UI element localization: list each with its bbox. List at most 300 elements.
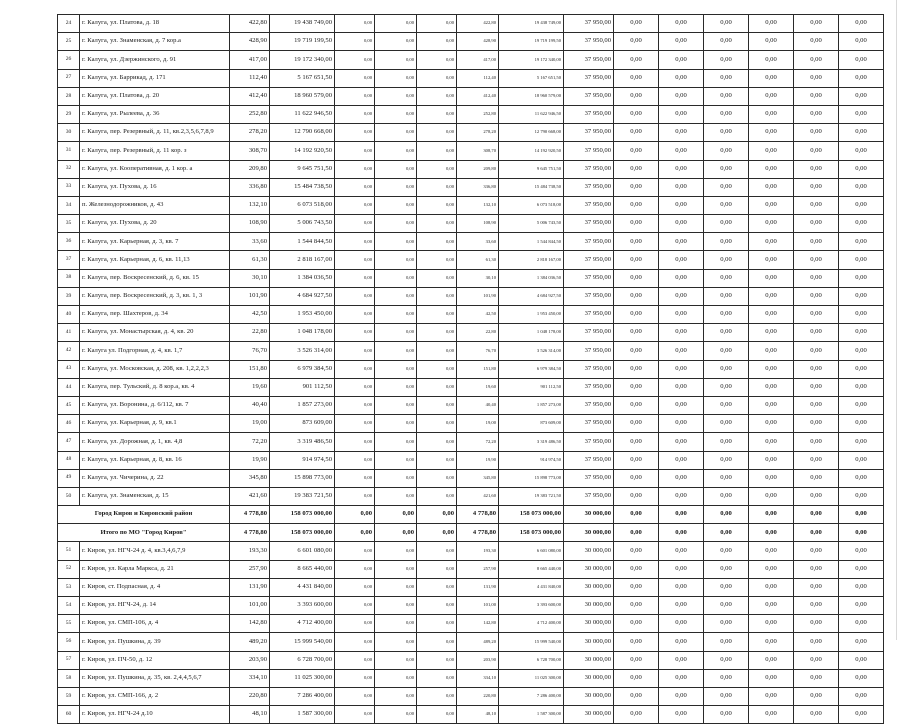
fund-cell: 0,00: [375, 178, 417, 196]
fund-cell: 0,00: [375, 578, 417, 596]
table-row: [58, 160, 884, 178]
value-cell: 0,00: [614, 651, 659, 669]
row-number: 45: [58, 396, 80, 414]
total-value-cell: 0,00: [839, 524, 884, 542]
value-cell: 0,00: [749, 196, 794, 214]
table-row: [58, 469, 884, 487]
area2-cell: 334,10: [457, 669, 499, 687]
area-cell: 345,80: [230, 469, 270, 487]
value-cell: 0,00: [659, 178, 704, 196]
value-cell: 0,00: [614, 342, 659, 360]
value-cell: 0,00: [839, 251, 884, 269]
unit-price-cell: 37 950,00: [564, 142, 614, 160]
value-cell: 0,00: [794, 542, 839, 560]
cost-cell: 19 719 199,50: [270, 33, 335, 51]
fund-cell: 0,00: [417, 15, 457, 33]
table-row: [58, 433, 884, 451]
cost-cell: 6 728 700,00: [270, 651, 335, 669]
address-cell: г. Киров, ул. НГЧ-24 д.10: [80, 706, 230, 724]
fund-cell: 0,00: [335, 124, 375, 142]
value-cell: 0,00: [749, 342, 794, 360]
table-row: [58, 33, 884, 51]
value-cell: 0,00: [839, 160, 884, 178]
cost2-cell: 6 728 700,00: [499, 651, 564, 669]
value-cell: 0,00: [659, 196, 704, 214]
fund-cell: 0,00: [375, 69, 417, 87]
total-unit-price-cell: 30 000,00: [564, 524, 614, 542]
total-cost2-cell: 158 073 000,00: [499, 506, 564, 524]
value-cell: 0,00: [704, 160, 749, 178]
fund-cell: 0,00: [417, 615, 457, 633]
value-cell: 0,00: [659, 233, 704, 251]
address-cell: г. Калуга, ул. Знаменская, д. 15: [80, 487, 230, 505]
table-row: [58, 669, 884, 687]
table-row: [58, 69, 884, 87]
unit-price-cell: 30 000,00: [564, 615, 614, 633]
value-cell: 0,00: [749, 324, 794, 342]
fund-cell: 0,00: [335, 451, 375, 469]
table-row: [58, 415, 884, 433]
fund-cell: 0,00: [375, 142, 417, 160]
table-row: [58, 542, 884, 560]
value-cell: 0,00: [839, 69, 884, 87]
value-cell: 0,00: [794, 669, 839, 687]
row-number: 40: [58, 306, 80, 324]
cost2-cell: 4 712 400,00: [499, 615, 564, 633]
fund-cell: 0,00: [335, 560, 375, 578]
unit-price-cell: 37 950,00: [564, 415, 614, 433]
value-cell: 0,00: [839, 597, 884, 615]
area2-cell: 101,90: [457, 287, 499, 305]
value-cell: 0,00: [749, 542, 794, 560]
total-fund-cell: 0,00: [375, 506, 417, 524]
value-cell: 0,00: [659, 342, 704, 360]
fund-cell: 0,00: [375, 124, 417, 142]
value-cell: 0,00: [749, 687, 794, 705]
total-row: [58, 506, 884, 524]
value-cell: 0,00: [704, 269, 749, 287]
area-cell: 61,30: [230, 251, 270, 269]
fund-cell: 0,00: [417, 651, 457, 669]
cost-cell: 11 622 946,50: [270, 105, 335, 123]
value-cell: 0,00: [704, 469, 749, 487]
area2-cell: 76,70: [457, 342, 499, 360]
value-cell: 0,00: [839, 487, 884, 505]
value-cell: 0,00: [794, 651, 839, 669]
table-row: [58, 360, 884, 378]
value-cell: 0,00: [839, 578, 884, 596]
area2-cell: 61,30: [457, 251, 499, 269]
row-number: 58: [58, 669, 80, 687]
value-cell: 0,00: [839, 324, 884, 342]
row-number: 26: [58, 51, 80, 69]
value-cell: 0,00: [614, 433, 659, 451]
fund-cell: 0,00: [417, 306, 457, 324]
value-cell: 0,00: [794, 196, 839, 214]
value-cell: 0,00: [614, 633, 659, 651]
area-cell: 421,60: [230, 487, 270, 505]
cost-cell: 19 383 721,50: [270, 487, 335, 505]
unit-price-cell: 37 950,00: [564, 215, 614, 233]
cost2-cell: 5 006 743,50: [499, 215, 564, 233]
value-cell: 0,00: [794, 124, 839, 142]
value-cell: 0,00: [794, 469, 839, 487]
area-cell: 40,40: [230, 396, 270, 414]
value-cell: 0,00: [839, 15, 884, 33]
value-cell: 0,00: [839, 87, 884, 105]
cost-cell: 901 112,50: [270, 378, 335, 396]
fund-cell: 0,00: [417, 469, 457, 487]
value-cell: 0,00: [794, 15, 839, 33]
area2-cell: 220,80: [457, 687, 499, 705]
value-cell: 0,00: [749, 160, 794, 178]
cost2-cell: 3 393 600,00: [499, 597, 564, 615]
table-row: [58, 396, 884, 414]
value-cell: 0,00: [659, 578, 704, 596]
cost-cell: 15 999 540,00: [270, 633, 335, 651]
area-cell: 203,90: [230, 651, 270, 669]
cost-cell: 2 818 167,00: [270, 251, 335, 269]
value-cell: 0,00: [839, 178, 884, 196]
value-cell: 0,00: [614, 396, 659, 414]
value-cell: 0,00: [704, 105, 749, 123]
value-cell: 0,00: [749, 578, 794, 596]
total-value-cell: 0,00: [659, 524, 704, 542]
fund-cell: 0,00: [335, 597, 375, 615]
value-cell: 0,00: [659, 651, 704, 669]
area-cell: 308,70: [230, 142, 270, 160]
fund-cell: 0,00: [335, 51, 375, 69]
row-number: 31: [58, 142, 80, 160]
value-cell: 0,00: [614, 251, 659, 269]
table-row: [58, 87, 884, 105]
value-cell: 0,00: [839, 560, 884, 578]
value-cell: 0,00: [749, 633, 794, 651]
unit-price-cell: 37 950,00: [564, 269, 614, 287]
value-cell: 0,00: [704, 233, 749, 251]
value-cell: 0,00: [749, 178, 794, 196]
address-cell: г. Киров, ст. Подпасная, д. 4: [80, 578, 230, 596]
table-row: [58, 687, 884, 705]
fund-cell: 0,00: [417, 342, 457, 360]
cost2-cell: 18 960 579,00: [499, 87, 564, 105]
value-cell: 0,00: [704, 178, 749, 196]
value-cell: 0,00: [659, 687, 704, 705]
table-row: [58, 651, 884, 669]
cost2-cell: 12 790 668,00: [499, 124, 564, 142]
table-row: [58, 324, 884, 342]
cost-cell: 11 025 300,00: [270, 669, 335, 687]
cost2-cell: 19 172 340,00: [499, 51, 564, 69]
area2-cell: 131,90: [457, 578, 499, 596]
unit-price-cell: 37 950,00: [564, 105, 614, 123]
cost-cell: 5 167 651,50: [270, 69, 335, 87]
value-cell: 0,00: [704, 415, 749, 433]
value-cell: 0,00: [704, 69, 749, 87]
address-cell: г. Калуга, ул. Монастырская, д. 4, кв. 20: [80, 324, 230, 342]
cost2-cell: 6 601 080,00: [499, 542, 564, 560]
address-cell: г. Калуга, ул. Карьерная, д. 6, кв. 11,13: [80, 251, 230, 269]
table-row: [58, 233, 884, 251]
value-cell: 0,00: [794, 142, 839, 160]
fund-cell: 0,00: [335, 342, 375, 360]
unit-price-cell: 30 000,00: [564, 669, 614, 687]
fund-cell: 0,00: [335, 687, 375, 705]
fund-cell: 0,00: [417, 142, 457, 160]
value-cell: 0,00: [794, 597, 839, 615]
fund-cell: 0,00: [375, 196, 417, 214]
value-cell: 0,00: [614, 469, 659, 487]
fund-cell: 0,00: [335, 542, 375, 560]
fund-cell: 0,00: [375, 215, 417, 233]
fund-cell: 0,00: [335, 360, 375, 378]
area-cell: 30,10: [230, 269, 270, 287]
table-row: [58, 124, 884, 142]
cost-cell: 4 684 927,50: [270, 287, 335, 305]
fund-cell: 0,00: [375, 287, 417, 305]
value-cell: 0,00: [749, 396, 794, 414]
table-row: [58, 178, 884, 196]
cost2-cell: 1 048 178,00: [499, 324, 564, 342]
fund-cell: 0,00: [375, 324, 417, 342]
value-cell: 0,00: [614, 233, 659, 251]
unit-price-cell: 37 950,00: [564, 487, 614, 505]
table-row: [58, 633, 884, 651]
fund-cell: 0,00: [417, 633, 457, 651]
fund-cell: 0,00: [417, 324, 457, 342]
value-cell: 0,00: [659, 142, 704, 160]
value-cell: 0,00: [659, 433, 704, 451]
area2-cell: 30,10: [457, 269, 499, 287]
value-cell: 0,00: [704, 251, 749, 269]
area2-cell: 428,90: [457, 33, 499, 51]
fund-cell: 0,00: [335, 269, 375, 287]
value-cell: 0,00: [614, 105, 659, 123]
fund-cell: 0,00: [375, 560, 417, 578]
value-cell: 0,00: [659, 324, 704, 342]
value-cell: 0,00: [659, 105, 704, 123]
value-cell: 0,00: [614, 160, 659, 178]
fund-cell: 0,00: [375, 160, 417, 178]
total-value-cell: 0,00: [794, 506, 839, 524]
fund-cell: 0,00: [375, 433, 417, 451]
value-cell: 0,00: [659, 360, 704, 378]
fund-cell: 0,00: [417, 597, 457, 615]
area2-cell: 40,40: [457, 396, 499, 414]
value-cell: 0,00: [839, 615, 884, 633]
cost2-cell: 11 025 300,00: [499, 669, 564, 687]
total-label: Итого по МО "Город Киров": [58, 524, 230, 542]
value-cell: 0,00: [659, 669, 704, 687]
value-cell: 0,00: [659, 15, 704, 33]
value-cell: 0,00: [749, 706, 794, 724]
fund-cell: 0,00: [335, 178, 375, 196]
cost2-cell: 873 609,00: [499, 415, 564, 433]
fund-cell: 0,00: [375, 706, 417, 724]
unit-price-cell: 37 950,00: [564, 396, 614, 414]
row-number: 52: [58, 560, 80, 578]
cost-cell: 3 526 314,00: [270, 342, 335, 360]
fund-cell: 0,00: [417, 669, 457, 687]
area2-cell: 489,20: [457, 633, 499, 651]
fund-cell: 0,00: [417, 396, 457, 414]
area2-cell: 252,80: [457, 105, 499, 123]
value-cell: 0,00: [749, 378, 794, 396]
unit-price-cell: 30 000,00: [564, 542, 614, 560]
value-cell: 0,00: [794, 396, 839, 414]
cost-cell: 14 192 920,50: [270, 142, 335, 160]
unit-price-cell: 37 950,00: [564, 87, 614, 105]
value-cell: 0,00: [704, 578, 749, 596]
value-cell: 0,00: [614, 33, 659, 51]
area2-cell: 412,40: [457, 87, 499, 105]
total-row: [58, 524, 884, 542]
fund-cell: 0,00: [417, 196, 457, 214]
address-cell: г. Калуга, ул. Рылеева, д. 36: [80, 105, 230, 123]
cost2-cell: 2 818 167,00: [499, 251, 564, 269]
unit-price-cell: 30 000,00: [564, 578, 614, 596]
cost-cell: 9 645 751,50: [270, 160, 335, 178]
area2-cell: 19,60: [457, 378, 499, 396]
fund-cell: 0,00: [335, 287, 375, 305]
cost-cell: 4 712 400,00: [270, 615, 335, 633]
cost-cell: 1 953 450,00: [270, 306, 335, 324]
value-cell: 0,00: [794, 69, 839, 87]
fund-cell: 0,00: [335, 615, 375, 633]
table-row: [58, 287, 884, 305]
table-row: [58, 269, 884, 287]
fund-cell: 0,00: [375, 360, 417, 378]
value-cell: 0,00: [794, 215, 839, 233]
total-cost-cell: 158 073 000,00: [270, 524, 335, 542]
value-cell: 0,00: [749, 287, 794, 305]
value-cell: 0,00: [749, 215, 794, 233]
value-cell: 0,00: [659, 469, 704, 487]
value-cell: 0,00: [749, 87, 794, 105]
area2-cell: 257,90: [457, 560, 499, 578]
cost-cell: 6 073 518,00: [270, 196, 335, 214]
value-cell: 0,00: [839, 105, 884, 123]
area-cell: 76,70: [230, 342, 270, 360]
value-cell: 0,00: [749, 651, 794, 669]
fund-cell: 0,00: [335, 142, 375, 160]
cost2-cell: 11 622 946,50: [499, 105, 564, 123]
row-number: 24: [58, 15, 80, 33]
value-cell: 0,00: [749, 560, 794, 578]
total-area2-cell: 4 778,80: [457, 506, 499, 524]
value-cell: 0,00: [794, 105, 839, 123]
table-row: [58, 378, 884, 396]
value-cell: 0,00: [839, 433, 884, 451]
address-cell: г. Калуга, ул. Воронина, д. 6/112, кв. 7: [80, 396, 230, 414]
value-cell: 0,00: [614, 15, 659, 33]
value-cell: 0,00: [794, 615, 839, 633]
cost2-cell: 19 438 749,00: [499, 15, 564, 33]
value-cell: 0,00: [659, 306, 704, 324]
value-cell: 0,00: [794, 33, 839, 51]
unit-price-cell: 37 950,00: [564, 469, 614, 487]
unit-price-cell: 30 000,00: [564, 706, 614, 724]
cost2-cell: 1 857 273,00: [499, 396, 564, 414]
unit-price-cell: 37 950,00: [564, 306, 614, 324]
area-cell: 257,90: [230, 560, 270, 578]
value-cell: 0,00: [704, 706, 749, 724]
value-cell: 0,00: [794, 51, 839, 69]
value-cell: 0,00: [794, 706, 839, 724]
area-cell: 19,90: [230, 451, 270, 469]
value-cell: 0,00: [749, 233, 794, 251]
total-fund-cell: 0,00: [417, 524, 457, 542]
area-cell: 33,60: [230, 233, 270, 251]
value-cell: 0,00: [749, 124, 794, 142]
fund-cell: 0,00: [375, 251, 417, 269]
value-cell: 0,00: [839, 469, 884, 487]
address-cell: г. Калуга, ул. Чичерина, д. 22: [80, 469, 230, 487]
area2-cell: 422,80: [457, 15, 499, 33]
fund-cell: 0,00: [375, 33, 417, 51]
area2-cell: 132,10: [457, 196, 499, 214]
value-cell: 0,00: [704, 196, 749, 214]
cost-cell: 6 979 384,50: [270, 360, 335, 378]
cost2-cell: 19 383 721,50: [499, 487, 564, 505]
value-cell: 0,00: [704, 669, 749, 687]
row-number: 44: [58, 378, 80, 396]
row-number: 60: [58, 706, 80, 724]
value-cell: 0,00: [794, 560, 839, 578]
fund-cell: 0,00: [375, 542, 417, 560]
table-row: [58, 487, 884, 505]
address-cell: г. Калуга, ул. Кооперативная, д. 1 кор. а: [80, 160, 230, 178]
area-cell: 72,20: [230, 433, 270, 451]
value-cell: 0,00: [704, 342, 749, 360]
fund-cell: 0,00: [335, 33, 375, 51]
fund-cell: 0,00: [335, 87, 375, 105]
value-cell: 0,00: [749, 269, 794, 287]
unit-price-cell: 30 000,00: [564, 560, 614, 578]
value-cell: 0,00: [614, 306, 659, 324]
value-cell: 0,00: [704, 633, 749, 651]
fund-cell: 0,00: [335, 487, 375, 505]
value-cell: 0,00: [794, 687, 839, 705]
fund-cell: 0,00: [417, 233, 457, 251]
cost2-cell: 14 192 920,50: [499, 142, 564, 160]
value-cell: 0,00: [794, 360, 839, 378]
value-cell: 0,00: [614, 87, 659, 105]
cost-cell: 1 048 178,00: [270, 324, 335, 342]
fund-cell: 0,00: [335, 69, 375, 87]
address-cell: г. Калуга, ул. Баррикад, д. 171: [80, 69, 230, 87]
fund-cell: 0,00: [335, 15, 375, 33]
value-cell: 0,00: [614, 415, 659, 433]
fund-cell: 0,00: [417, 542, 457, 560]
value-cell: 0,00: [614, 669, 659, 687]
fund-cell: 0,00: [375, 342, 417, 360]
row-number: 30: [58, 124, 80, 142]
value-cell: 0,00: [794, 287, 839, 305]
value-cell: 0,00: [614, 578, 659, 596]
value-cell: 0,00: [659, 33, 704, 51]
cost-cell: 15 484 738,50: [270, 178, 335, 196]
cost-cell: 5 006 743,50: [270, 215, 335, 233]
fund-cell: 0,00: [417, 178, 457, 196]
fund-cell: 0,00: [417, 578, 457, 596]
value-cell: 0,00: [659, 542, 704, 560]
row-number: 42: [58, 342, 80, 360]
value-cell: 0,00: [794, 306, 839, 324]
value-cell: 0,00: [749, 433, 794, 451]
area2-cell: 203,90: [457, 651, 499, 669]
row-number: 53: [58, 578, 80, 596]
